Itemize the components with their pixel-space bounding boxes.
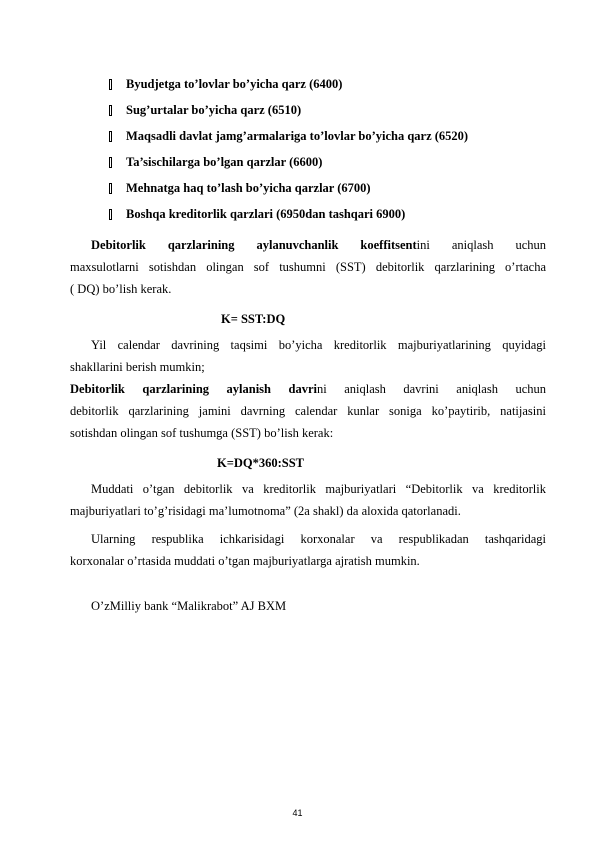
paragraph-line: sotishdan olingan sof tushumga (SST) bo’lish kerak: [70, 426, 334, 440]
bullet-icon [109, 105, 112, 116]
list-item [108, 149, 548, 175]
paragraph-split [70, 528, 546, 572]
page-number: 41 [292, 808, 303, 818]
paragraph-line: majburiyatlari to’g’risidagi ma’lumotnoma” (2a shakl) da aloxida qatorlanadi. [70, 504, 461, 518]
list-item-text: Byudjetga to’lovlar bo’yicha qarz (6400) [126, 76, 343, 91]
list-item [108, 123, 548, 149]
bullet-icon [109, 209, 112, 220]
paragraph-line [70, 234, 546, 256]
list-item [108, 97, 548, 123]
list-item-text: Mehnatga haq to’lash bo’yicha qarzlar (6700) [126, 180, 371, 195]
paragraph-line: ( DQ) bo’lish kerak. [70, 282, 172, 296]
paragraph-overdue [70, 478, 546, 522]
paragraph-turnover-ratio [70, 234, 546, 300]
bullet-icon [109, 183, 112, 194]
term-bold: Debitorlik qarzlarining aylanuvchanlik koeffitsent [91, 238, 417, 252]
term-bold: Debitorlik qarzlarining aylanish davri [70, 382, 317, 396]
bullet-icon [109, 131, 112, 142]
paragraph-line: Muddati o’tgan debitorlik va kreditorlik majburiyatlari “Debitorlik va kreditorlik [91, 482, 546, 496]
bullet-icon [109, 157, 112, 168]
list-item-text: Ta’sischilarga bo’lgan qarzlar (6600) [126, 154, 323, 169]
list-item-text: Maqsadli davlat jamg’armalariga to’lovlar bo’yicha qarz (6520) [126, 128, 469, 143]
formula-period: K=DQ*360:SST [217, 456, 304, 470]
list-item-text: Sug’urtalar bo’yicha qarz (6510) [126, 102, 302, 117]
paragraph-line [70, 378, 546, 400]
paragraph-line: shakllarini berish mumkin; [70, 360, 205, 374]
bullet-list [108, 71, 548, 227]
list-item [108, 175, 548, 201]
paragraph-text: ni aniqlash davrini aniqlash uchun [316, 382, 546, 396]
bank-line [70, 595, 546, 617]
paragraph-line: maxsulotlarni sotishdan olingan sof tushumni (SST) debitorlik qarzlarining o’rtacha [70, 260, 546, 274]
list-item [108, 71, 548, 97]
paragraph-line: Yil calendar davrining taqsimi bo’yicha kreditorlik majburiyatlarining quyidagi [91, 338, 546, 352]
paragraph-text: ini aniqlash uchun [416, 238, 546, 252]
paragraph-line: korxonalar o’rtasida muddati o’tgan majburiyatlarga ajratish mumkin. [70, 554, 420, 568]
paragraph-turnover-period [70, 378, 546, 444]
formula-turnover: K= SST:DQ [221, 312, 286, 326]
list-item [108, 201, 548, 227]
bullet-icon [109, 79, 112, 90]
paragraph-calendar [70, 334, 546, 378]
bank-text: O’zMilliy bank “Malikrabot” AJ BXM [91, 599, 287, 613]
list-item-text: Boshqa kreditorlik qarzlari (6950dan tashqari 6900) [126, 206, 406, 221]
paragraph-line: debitorlik qarzlarining jamini davrning calendar kunlar soniga ko’paytirib, natijasini [70, 404, 546, 418]
paragraph-line: Ularning respublika ichkarisidagi korxonalar va respublikadan tashqaridagi [91, 532, 546, 546]
